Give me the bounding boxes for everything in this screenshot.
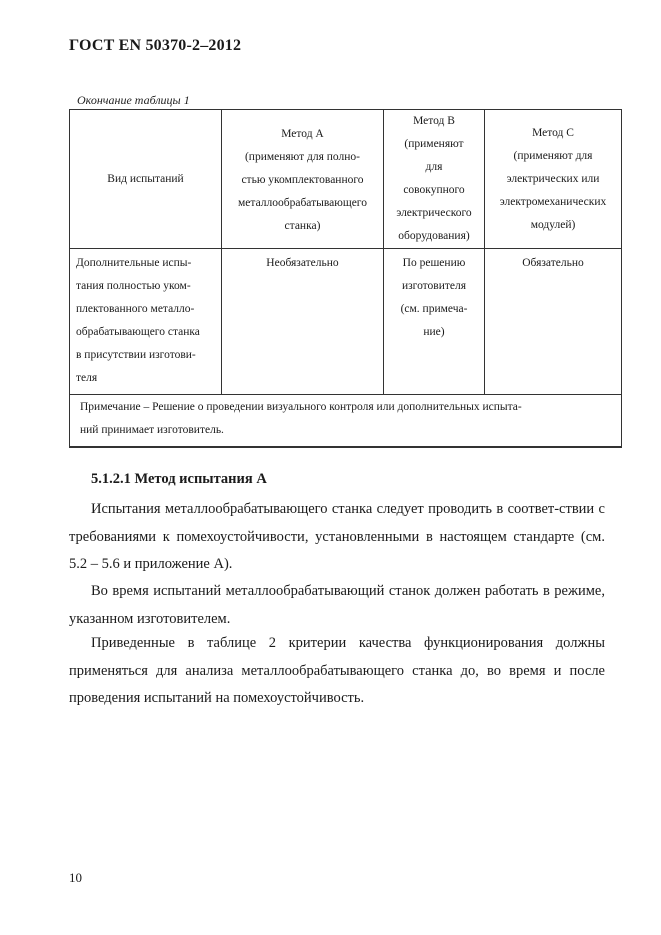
header-line: оборудования) xyxy=(398,230,470,242)
paragraph-3: Приведенные в таблице 2 критерии качества функционирования должны применяться для анализа металлообрабатывающего станка до, во время и после проведения испытаний на помехоустойчивость. xyxy=(69,635,605,706)
header-line: Вид испытаний xyxy=(107,172,184,185)
cell-line: изготовителя xyxy=(401,280,467,292)
header-test-type xyxy=(70,110,222,249)
cell-line: теля xyxy=(76,372,98,384)
table-note xyxy=(70,395,622,448)
header-line: электрических или xyxy=(506,172,600,185)
cell-line: тания полностью уком- xyxy=(76,280,191,292)
header-line: для xyxy=(425,161,443,173)
header-line: Метод С xyxy=(532,126,574,139)
header-method-a xyxy=(222,110,384,249)
cell-line: (см. примеча- xyxy=(400,303,468,315)
paragraph-2: Во время испытаний металлообрабатывающий станок должен работать в режиме, указанном изготовителем. xyxy=(69,583,605,627)
table-caption: Окончание таблицы 1 xyxy=(77,93,190,107)
page-number: 10 xyxy=(69,870,82,885)
cell-line: Обязательно xyxy=(522,257,584,269)
header-line: металлообрабатывающего xyxy=(238,196,367,209)
header-line: (применяют xyxy=(404,138,464,150)
header-line: совокупного xyxy=(403,184,465,196)
table-header-row xyxy=(70,110,622,249)
header-line: Метод А xyxy=(281,127,324,140)
table-note-row xyxy=(70,395,622,448)
cell-line: обрабатывающего станка xyxy=(76,326,200,338)
cell-line: Дополнительные испы- xyxy=(76,257,192,269)
note-line: ний принимает изготовитель. xyxy=(80,424,224,436)
section-title: 5.1.2.1 Метод испытания А xyxy=(91,471,267,487)
cell-method-c xyxy=(485,249,622,395)
header-line: Метод В xyxy=(413,115,455,127)
cell-line: в присутствии изготови- xyxy=(76,349,196,361)
header-line: (применяют для полно- xyxy=(244,150,361,163)
document-code-header: ГОСТ EN 50370-2–2012 xyxy=(69,37,242,54)
cell-line: По решению xyxy=(402,257,466,269)
test-methods-table xyxy=(69,109,622,448)
header-method-b xyxy=(384,110,485,249)
table-row xyxy=(70,249,622,395)
header-method-c xyxy=(485,110,622,249)
header-line: (применяют для xyxy=(513,149,593,162)
cell-line: Необязательно xyxy=(266,257,339,269)
cell-test-type xyxy=(70,249,222,395)
note-line: Примечание – Решение о проведении визуального контроля или дополнительных испыта- xyxy=(80,401,522,413)
paragraph-1: Испытания металлообрабатывающего станка следует проводить в соответ-ствии с требованиями к помехоустойчивости, установленными в настоящем стандарте (см. 5.2 – 5.6 и приложение А). xyxy=(69,501,605,572)
cell-line: ние) xyxy=(423,326,445,338)
header-line: электромеханических xyxy=(499,195,607,208)
header-line: станка) xyxy=(284,219,321,232)
header-line: модулей) xyxy=(530,218,576,231)
header-line: электрического xyxy=(396,207,472,219)
cell-line: плектованного металло- xyxy=(76,303,195,315)
cell-method-b xyxy=(384,249,485,395)
header-line: стью укомплектованного xyxy=(241,173,364,186)
cell-method-a xyxy=(222,249,384,395)
